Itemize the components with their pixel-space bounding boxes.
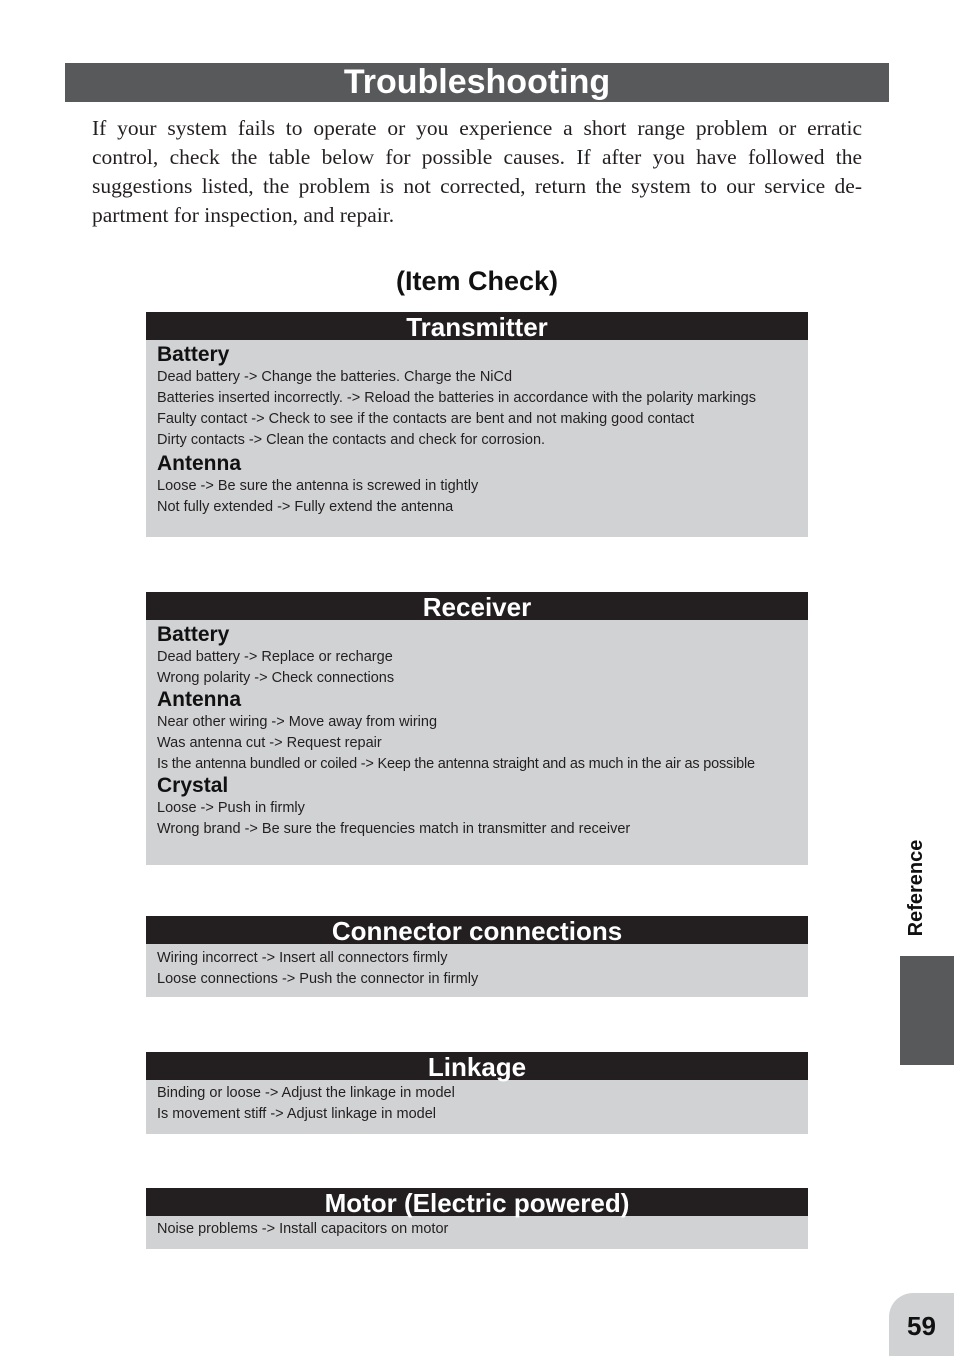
intro-paragraph [92, 114, 862, 230]
list-item: Wiring incorrect -> Insert all connectors firmly [157, 950, 448, 966]
intro-line: If your system fails to operate or you experience a short range problem or erratic [92, 116, 862, 140]
connector-section [146, 916, 808, 997]
list-item: Was antenna cut -> Request repair [157, 735, 382, 751]
side-label-text: Reference [905, 839, 927, 937]
list-item: Dead battery -> Change the batteries. Charge the NiCd [157, 369, 513, 385]
list-item: Loose connections -> Push the connector in firmly [157, 971, 479, 987]
page-number: 59 [889, 1293, 954, 1356]
item-check-heading: (Item Check) [395, 266, 559, 296]
transmitter-header: Transmitter [146, 312, 808, 340]
list-item: Is the antenna bundled or coiled -> Keep the antenna straight and as much in the air as possible [157, 756, 755, 772]
intro-line: suggestions listed, the problem is not corrected, return the system to our service de- [92, 174, 862, 198]
intro-line: partment for inspection, and repair. [92, 203, 395, 227]
connector-header: Connector connections [146, 916, 808, 944]
list-item: Is movement stiff -> Adjust linkage in model [157, 1106, 436, 1122]
list-item: Not fully extended -> Fully extend the antenna [157, 499, 454, 515]
antenna-heading: Antenna [157, 688, 241, 711]
list-item: Noise problems -> Install capacitors on motor [157, 1221, 449, 1237]
side-label-reference [898, 832, 934, 944]
receiver-header: Receiver [146, 592, 808, 620]
side-tab [900, 956, 954, 1065]
antenna-heading: Antenna [157, 452, 241, 475]
crystal-heading: Crystal [157, 774, 229, 797]
battery-heading: Battery [157, 623, 230, 646]
transmitter-section [146, 312, 808, 537]
linkage-section [146, 1052, 808, 1134]
list-item: Dead battery -> Replace or recharge [157, 649, 393, 665]
list-item: Loose -> Push in firmly [157, 800, 305, 816]
motor-header: Motor (Electric powered) [146, 1188, 808, 1216]
battery-heading: Battery [157, 343, 230, 366]
list-item: Loose -> Be sure the antenna is screwed in tightly [157, 478, 479, 494]
list-item: Batteries inserted incorrectly. -> Reload the batteries in accordance with the polarity markings [157, 390, 756, 406]
intro-line: control, check the table below for possible causes. If after you have followed the [92, 145, 862, 169]
list-item: Binding or loose -> Adjust the linkage in model [157, 1085, 455, 1101]
list-item: Wrong polarity -> Check connections [157, 670, 395, 686]
list-item: Faulty contact -> Check to see if the contacts are bent and not making good contact [157, 411, 695, 427]
motor-section [146, 1188, 808, 1249]
list-item: Near other wiring -> Move away from wiring [157, 714, 438, 730]
list-item: Dirty contacts -> Clean the contacts and check for corrosion. [157, 432, 546, 448]
linkage-header: Linkage [146, 1052, 808, 1080]
page-title: Troubleshooting [65, 63, 889, 102]
list-item: Wrong brand -> Be sure the frequencies match in transmitter and receiver [157, 821, 631, 837]
receiver-section [146, 592, 808, 865]
